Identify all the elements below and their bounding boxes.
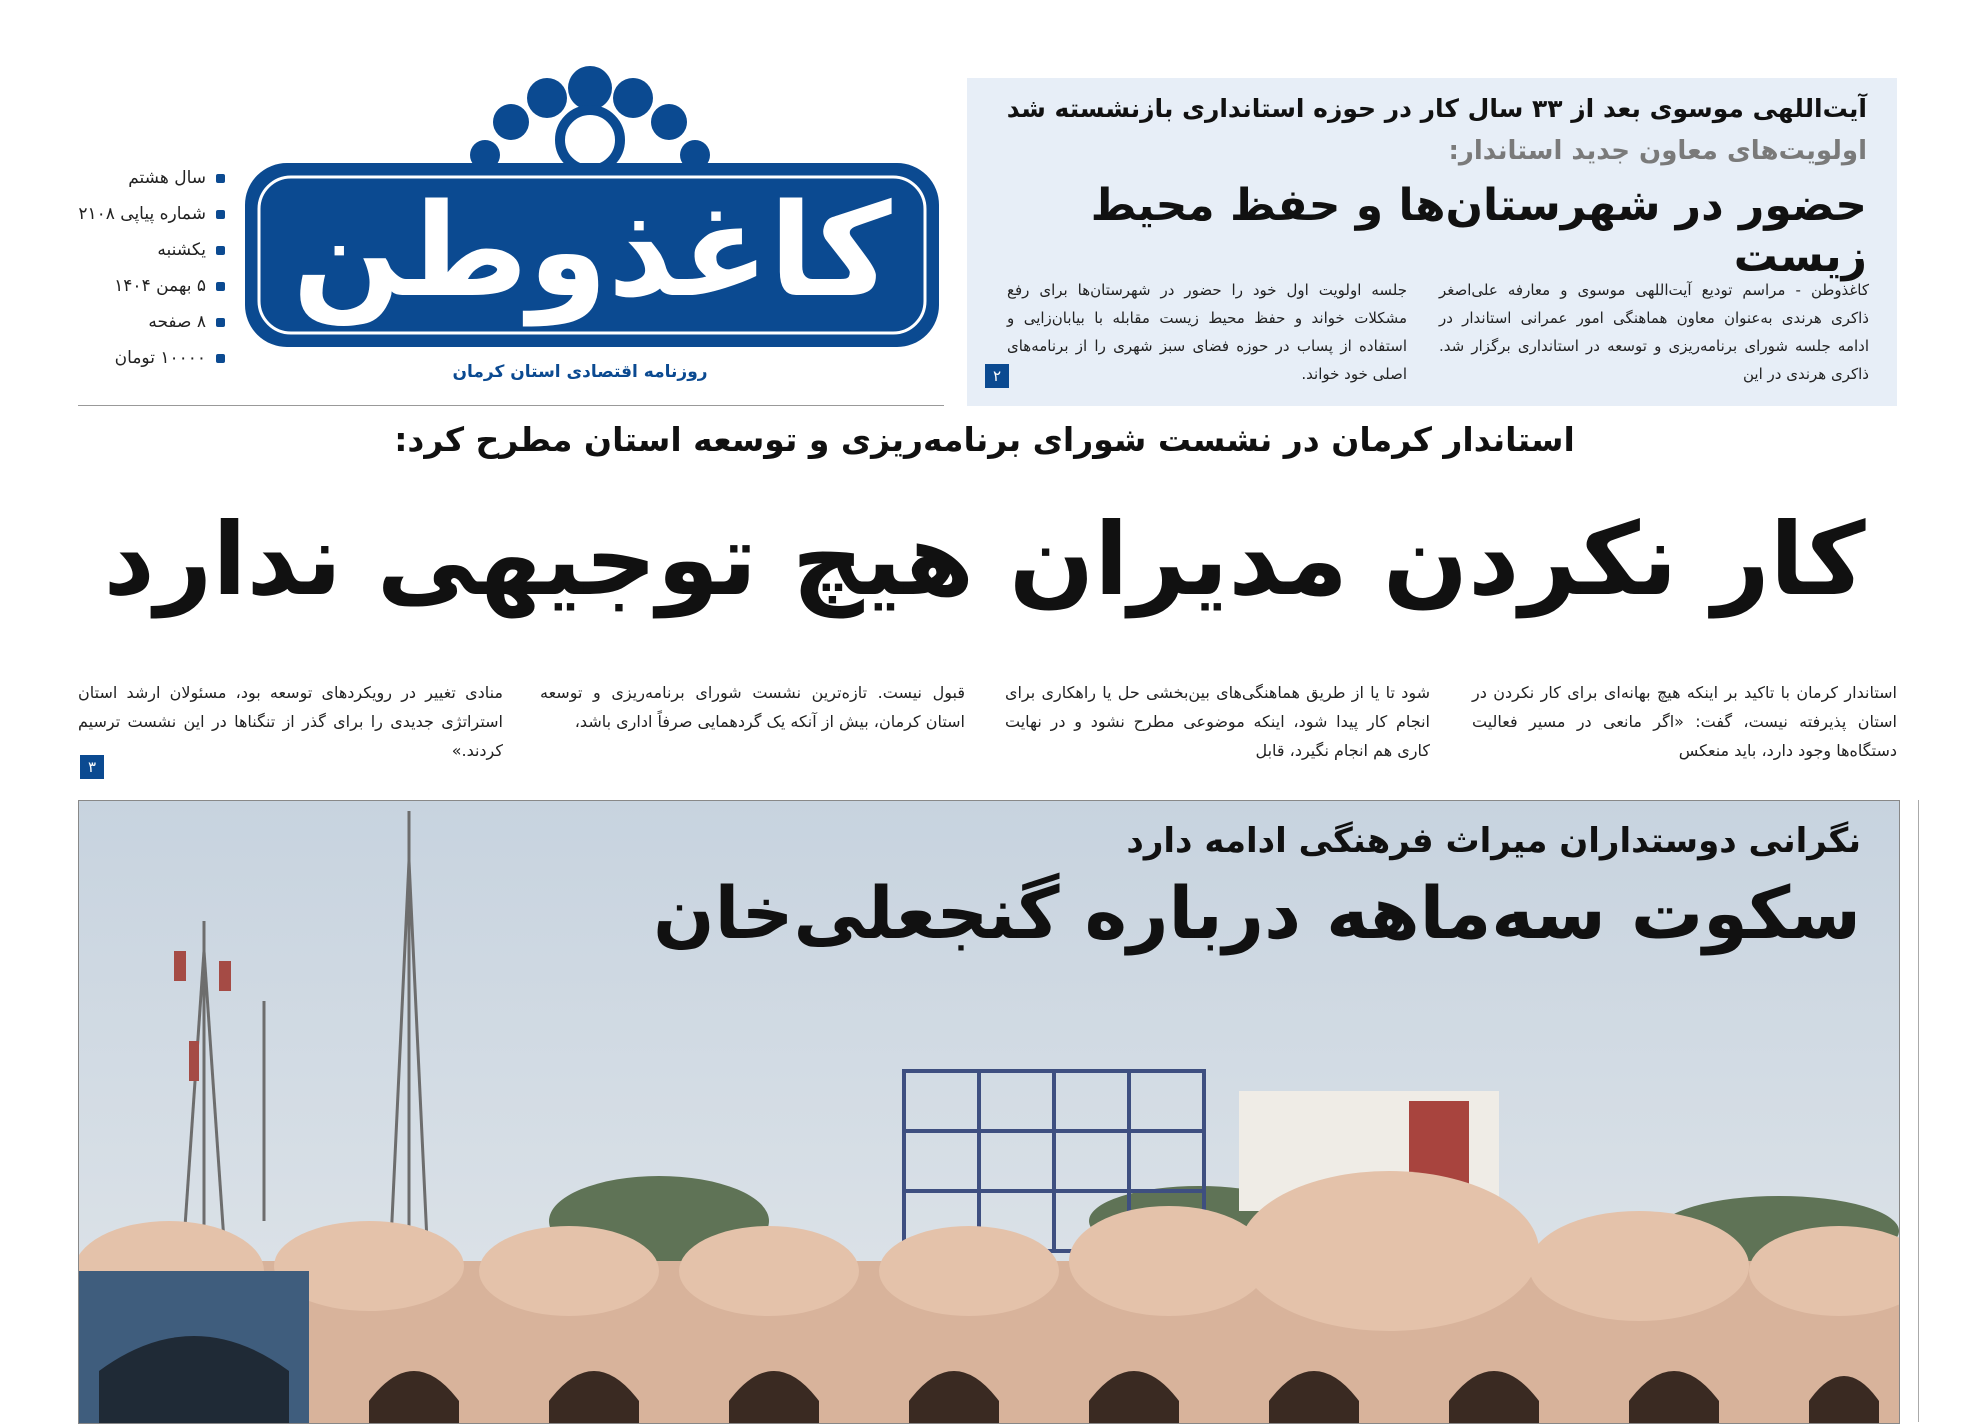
photo-story-kicker: نگرانی دوستداران میراث فرهنگی ادامه دارد	[1126, 821, 1861, 861]
logo-tagline: روزنامه اقتصادی استان کرمان	[452, 362, 708, 382]
teaser-body-right: کاغذوطن - مراسم تودیع آیت‌اللهی موسوی و معارفه علی‌اصغر ذاکری هرندی به‌عنوان معاون هماهنگی امور عمرانی استاندار در ادامه جلسه شورای برنامه‌ریزی و توسعه در استانداری برگزار شد. ذاکری هرندی در این	[1439, 281, 1869, 383]
teaser-box[interactable]	[967, 78, 1897, 406]
meta-pages: ۸ صفحه	[148, 312, 206, 332]
photo-story-headline[interactable]: سکوت سه‌ماهه درباره گنجعلی‌خان	[653, 871, 1861, 955]
main-kicker: استاندار کرمان در نشست شورای برنامه‌ریزی و توسعه استان مطرح کرد:	[394, 420, 1575, 459]
flower-emblem-icon	[470, 66, 710, 170]
teaser-title[interactable]: حضور در شهرستان‌ها و حفظ محیط زیست	[1090, 180, 1867, 282]
meta-row	[75, 268, 225, 304]
issue-meta	[75, 160, 225, 376]
bullet-icon	[216, 318, 225, 327]
bullet-icon	[216, 354, 225, 363]
bullet-icon	[216, 246, 225, 255]
teaser-subtitle: اولویت‌های معاون جدید استاندار:	[1448, 136, 1867, 166]
meta-weekday: یکشنبه	[157, 240, 206, 260]
main-body-col-1: استاندار کرمان با تاکید بر اینکه هیچ بهانه‌ای برای کار نکردن در استان پذیرفته نیست، گفت: «اگر مانعی در مسیر فعالیت دستگاه‌ها وجود دارد، باید منعکس	[1472, 683, 1897, 760]
main-body-col-4: منادی تغییر در رویکردهای توسعه بود، مسئولان ارشد استان استراتژی جدیدی را برای گذر از تنگناها در این نشست ترسیم کردند.»	[78, 683, 503, 760]
page-ref-badge[interactable]: ۲	[985, 364, 1009, 388]
page-ref-badge[interactable]: ۳	[80, 755, 104, 779]
newspaper-logo[interactable]	[235, 60, 950, 390]
teaser-body-left: جلسه اولویت اول خود را حضور در شهرستان‌ها برای رفع مشکلات خواند و حفظ محیط زیست مقابله با بیابان‌زایی و استفاده از پساب در حوزه فضای سبز شهری را از برنامه‌های اصلی خود خواند.	[1007, 281, 1407, 383]
meta-row	[75, 232, 225, 268]
bullet-icon	[216, 282, 225, 291]
photo-story[interactable]	[78, 800, 1900, 1424]
main-headline[interactable]: کار نکردن مدیران هیچ توجیهی ندارد	[103, 501, 1866, 618]
meta-row	[75, 304, 225, 340]
bullet-icon	[216, 174, 225, 183]
meta-year: سال هشتم	[128, 168, 206, 188]
divider	[78, 405, 944, 406]
meta-row	[75, 340, 225, 376]
teaser-kicker: آیت‌اللهی موسوی بعد از ۳۳ سال کار در حوزه استانداری بازنشسته شد	[1006, 94, 1867, 123]
meta-row	[75, 160, 225, 196]
meta-price: ۱۰۰۰۰ تومان	[114, 348, 206, 368]
main-body-col-2: شود تا یا از طریق هماهنگی‌های بین‌بخشی حل یا راهکاری برای انجام کار پیدا شود، اینکه موضوعی مطرح نشود و در نهایت کاری هم انجام نگیرد، قابل	[1005, 683, 1430, 760]
divider	[1918, 800, 1919, 1422]
meta-issue: شماره پیاپی ۲۱۰۸	[78, 204, 206, 224]
logo-text: کاغذوطن	[292, 177, 892, 326]
meta-row	[75, 196, 225, 232]
bullet-icon	[216, 210, 225, 219]
main-body-col-3: قبول نیست. تازه‌ترین نشست شورای برنامه‌ریزی و توسعه استان کرمان، بیش از آنکه یک گردهمایی صرفاً اداری باشد،	[540, 683, 965, 731]
meta-date: ۵ بهمن ۱۴۰۴	[114, 276, 206, 296]
